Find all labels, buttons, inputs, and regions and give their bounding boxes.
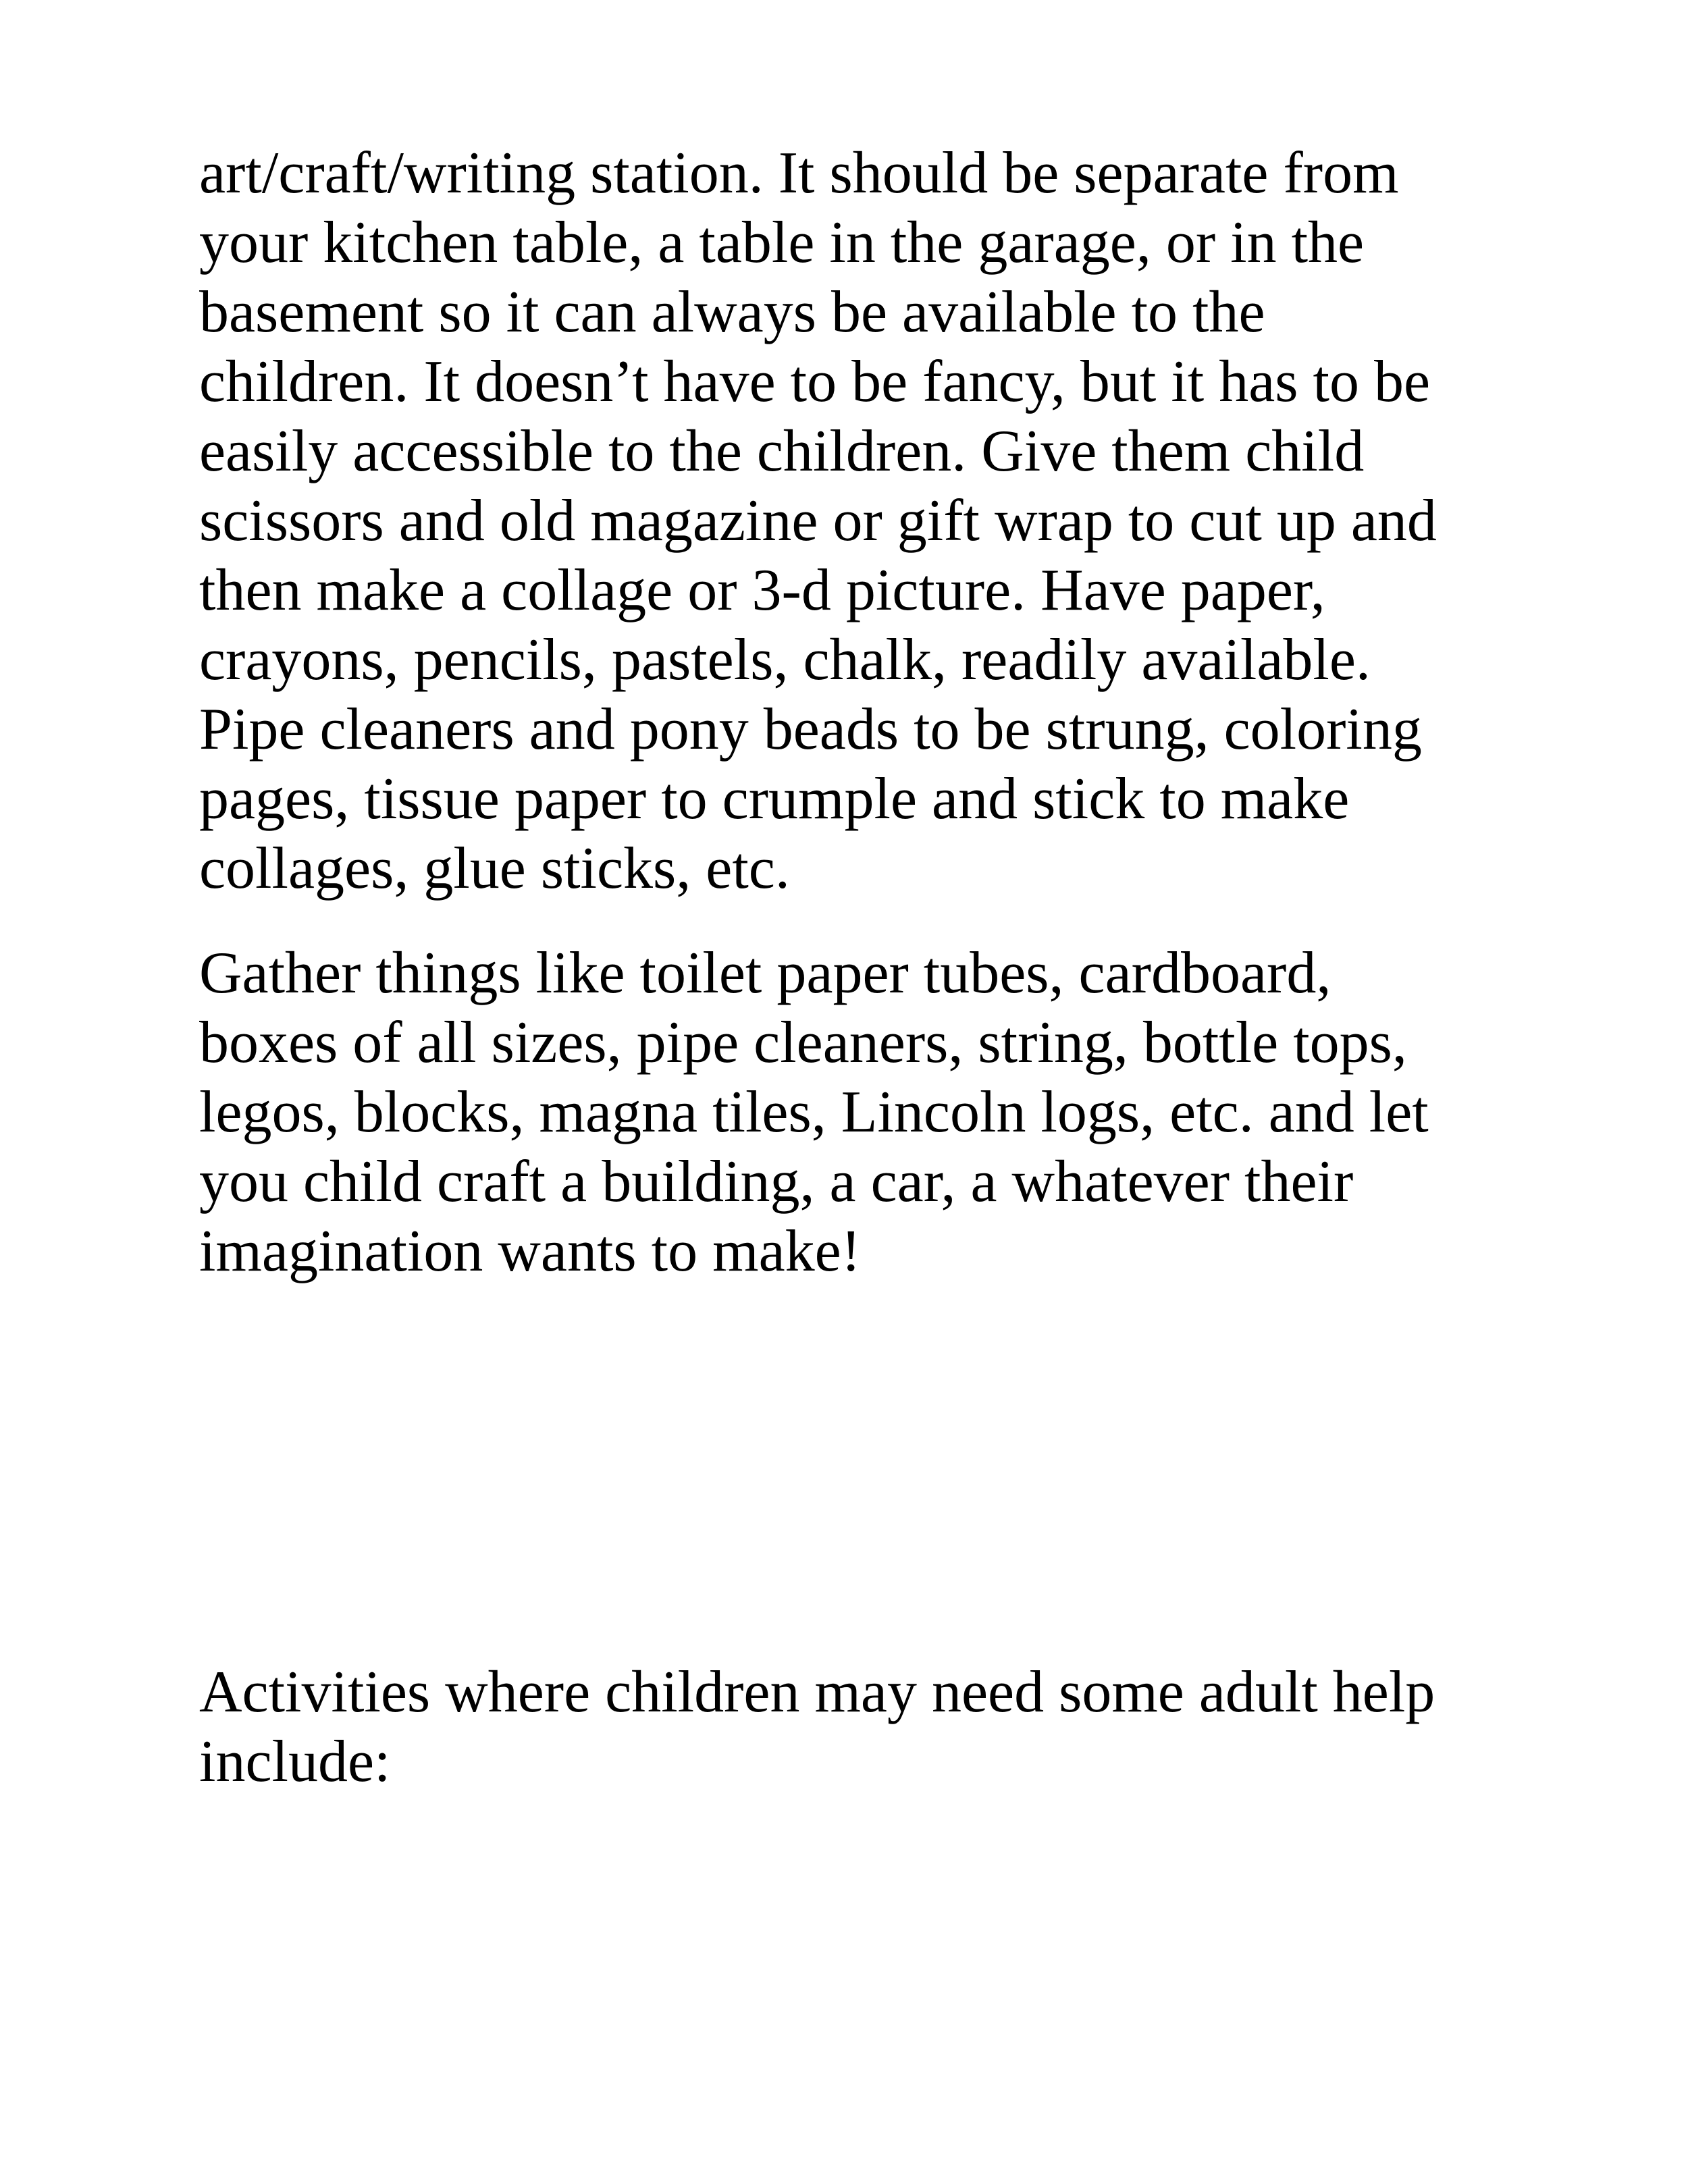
text-line: collages, glue sticks, etc. [199, 836, 790, 901]
text-line: pages, tissue paper to crumple and stick to make [199, 766, 1350, 832]
text-line: Activities where children may need some adult help [199, 1659, 1435, 1725]
text-line: Pipe cleaners and pony beads to be strung, coloring [199, 697, 1422, 762]
paragraph-gather-materials [199, 938, 1482, 1286]
paragraph-adult-help [199, 1657, 1482, 1796]
text-line: boxes of all sizes, pipe cleaners, string, bottle tops, [199, 1010, 1407, 1075]
text-line: your kitchen table, a table in the garage, or in the [199, 210, 1365, 275]
text-line: then make a collage or 3-d picture. Have paper, [199, 558, 1325, 623]
text-line: legos, blocks, magna tiles, Lincoln logs, etc. and let [199, 1080, 1429, 1145]
text-line: scissors and old magazine or gift wrap to cut up and [199, 488, 1437, 554]
text-line: basement so it can always be available to the [199, 279, 1265, 345]
text-line: children. It doesn’t have to be fancy, but it has to be [199, 349, 1431, 415]
text-line: Gather things like toilet paper tubes, cardboard, [199, 940, 1331, 1006]
text-line: include: [199, 1729, 391, 1794]
text-line: crayons, pencils, pastels, chalk, readily available. [199, 627, 1371, 693]
text-line: imagination wants to make! [199, 1219, 861, 1284]
paragraph-art-station [199, 138, 1482, 903]
text-line: you child craft a building, a car, a whatever their [199, 1149, 1354, 1215]
text-line: art/craft/writing station. It should be separate from [199, 140, 1399, 206]
text-line: easily accessible to the children. Give them child [199, 419, 1365, 484]
